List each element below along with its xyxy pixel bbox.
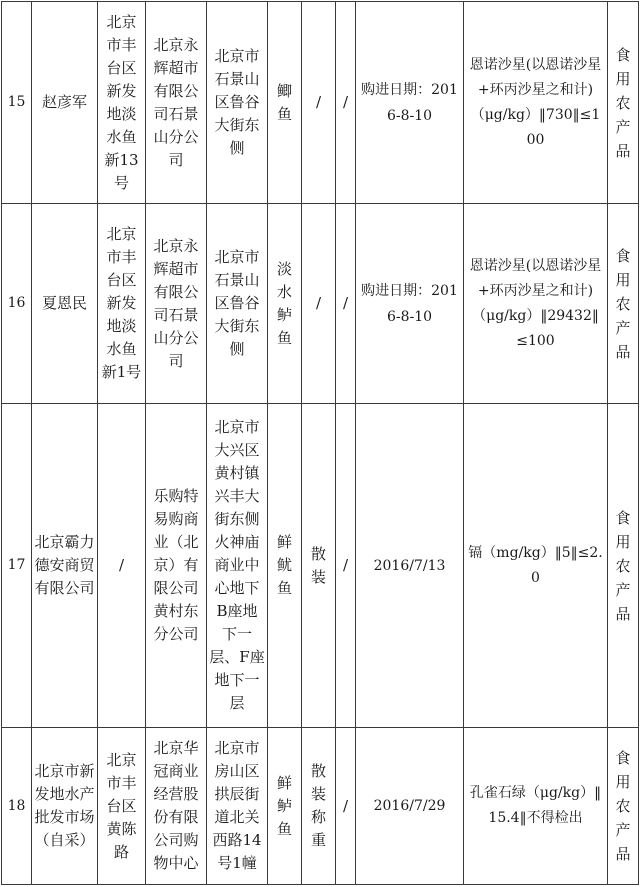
- specification: 散装称重: [302, 728, 336, 885]
- seller-name: 北京永辉超市有限公司石景山分公司: [146, 2, 207, 204]
- row-number: 17: [2, 404, 32, 728]
- production-date: 购进日期：2016-8-10: [356, 2, 464, 204]
- table-row: [2, 2, 639, 204]
- producer-address: 北京市丰台区新发地淡水鱼新13号: [98, 2, 146, 204]
- seller-name: 北京华冠商业经营股份有限公司购物中心: [146, 728, 207, 885]
- table-row: [2, 404, 639, 728]
- inspection-results-table: [1, 1, 639, 885]
- failed-items: 恩诺沙星(以恩诺沙星+环丙沙星之和计)（μg/kg）‖730‖≤100: [464, 2, 608, 204]
- specification: /: [302, 2, 336, 204]
- food-category: 食用农产品: [608, 204, 639, 404]
- product-name: 淡水鲈鱼: [268, 204, 302, 404]
- product-name: 鲜鲈鱼: [268, 728, 302, 885]
- producer-name: 赵彦军: [32, 2, 98, 204]
- specification: 散装: [302, 404, 336, 728]
- table-row: [2, 204, 639, 404]
- food-category: 食用农产品: [608, 404, 639, 728]
- food-category: 食用农产品: [608, 728, 639, 885]
- production-date: 2016/7/29: [356, 728, 464, 885]
- row-number: 16: [2, 204, 32, 404]
- failed-items: 恩诺沙星(以恩诺沙星+环丙沙星之和计)（μg/kg）‖29432‖≤100: [464, 204, 608, 404]
- brand: /: [336, 728, 356, 885]
- food-category: 食用农产品: [608, 2, 639, 204]
- failed-items: 孔雀石绿（μg/kg）‖15.4‖不得检出: [464, 728, 608, 885]
- seller-name: 乐购特易购商业（北京）有限公司黄村东分公司: [146, 404, 207, 728]
- failed-items: 镉（mg/kg）‖5‖≤2.0: [464, 404, 608, 728]
- production-date: 购进日期：2016-8-10: [356, 204, 464, 404]
- product-name: 鲫鱼: [268, 2, 302, 204]
- table-row: [2, 728, 639, 885]
- producer-name: 北京霸力德安商贸有限公司: [32, 404, 98, 728]
- producer-address: 北京市丰台区黄陈路: [98, 728, 146, 885]
- seller-address: 北京市大兴区黄村镇兴丰大街东侧火神庙商业中心地下B座地下一层、F座地下一层: [207, 404, 268, 728]
- seller-address: 北京市石景山区鲁谷大街东侧: [207, 2, 268, 204]
- producer-address: 北京市丰台区新发地淡水鱼新1号: [98, 204, 146, 404]
- production-date: 2016/7/13: [356, 404, 464, 728]
- product-name: 鲜鱿鱼: [268, 404, 302, 728]
- brand: /: [336, 204, 356, 404]
- brand: /: [336, 404, 356, 728]
- producer-address: /: [98, 404, 146, 728]
- specification: /: [302, 204, 336, 404]
- producer-name: 夏恩民: [32, 204, 98, 404]
- brand: /: [336, 2, 356, 204]
- row-number: 18: [2, 728, 32, 885]
- seller-address: 北京市石景山区鲁谷大街东侧: [207, 204, 268, 404]
- seller-name: 北京永辉超市有限公司石景山分公司: [146, 204, 207, 404]
- producer-name: 北京市新发地水产批发市场（自采）: [32, 728, 98, 885]
- seller-address: 北京市房山区拱辰街道北关西路14号1幢: [207, 728, 268, 885]
- row-number: 15: [2, 2, 32, 204]
